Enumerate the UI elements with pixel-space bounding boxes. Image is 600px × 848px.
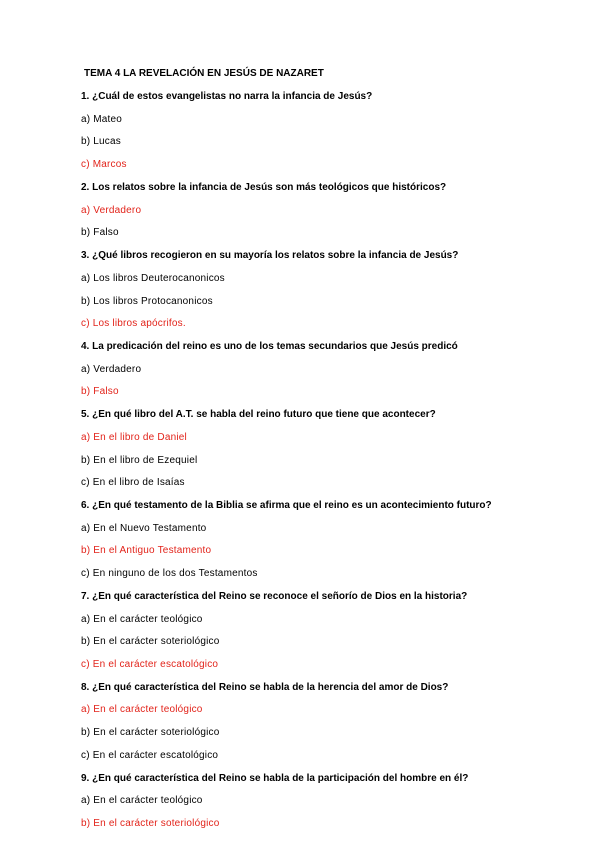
answer-option: c) En el libro de Isaías: [81, 477, 185, 489]
correct-answer-option: b) En el carácter soteriológico: [81, 818, 220, 829]
correct-answer-option: c) En el carácter escatológico: [81, 659, 219, 670]
page-title: TEMA 4 LA REVELACIÓN EN JESÚS DE NAZARET: [84, 68, 324, 79]
correct-answer-option: a) Verdadero: [81, 204, 142, 216]
answer-option: c) En el carácter escatológico: [81, 749, 219, 761]
answer-option: b) En el carácter soteriológico: [81, 636, 220, 648]
answer-option: a) En el Nuevo Testamento: [81, 522, 207, 534]
answer-option: b) En el libro de Ezequiel: [81, 454, 198, 466]
correct-answer-option: a) En el libro de Daniel: [81, 431, 187, 443]
answer-option: c) En ninguno de los dos Testamentos: [81, 568, 258, 580]
answer-option: a) Verdadero: [81, 363, 142, 375]
answer-option: b) Lucas: [81, 136, 121, 148]
correct-answer-option: c) Los libros apócrifos.: [81, 318, 186, 330]
question-3: 3. ¿Qué libros recogieron en su mayoría los relatos sobre la infancia de Jesús?: [81, 250, 459, 261]
question-2: 2. Los relatos sobre la infancia de Jesús son más teológicos que históricos?: [81, 181, 447, 193]
correct-answer-option: b) En el Antiguo Testamento: [81, 545, 212, 557]
answer-option: a) Los libros Deuterocanonicos: [81, 272, 225, 284]
answer-option: b) Los libros Protocanonicos: [81, 295, 213, 307]
question-9: 9. ¿En qué característica del Reino se habla de la participación del hombre en él?: [81, 772, 469, 784]
question-7: 7. ¿En qué característica del Reino se reconoce el señorío de Dios en la historia?: [81, 590, 468, 602]
question-5: 5. ¿En qué libro del A.T. se habla del reino futuro que tiene que acontecer?: [81, 409, 436, 421]
answer-option: b) Falso: [81, 227, 119, 239]
question-6: 6. ¿En qué testamento de la Biblia se afirma que el reino es un acontecimiento futuro?: [81, 500, 492, 511]
answer-option: b) En el carácter soteriológico: [81, 727, 220, 739]
correct-answer-option: b) Falso: [81, 386, 119, 398]
answer-option: a) Mateo: [81, 113, 123, 125]
correct-answer-option: c) Marcos: [81, 159, 127, 171]
question-4: 4. La predicación del reino es uno de los temas secundarios que Jesús predicó: [81, 340, 458, 352]
question-1: 1. ¿Cuál de estos evangelistas no narra la infancia de Jesús?: [81, 91, 373, 102]
question-8: 8. ¿En qué característica del Reino se habla de la herencia del amor de Dios?: [81, 681, 449, 693]
correct-answer-option: a) En el carácter teológico: [81, 704, 203, 716]
answer-option: a) En el carácter teológico: [81, 795, 203, 807]
answer-option: a) En el carácter teológico: [81, 613, 203, 625]
